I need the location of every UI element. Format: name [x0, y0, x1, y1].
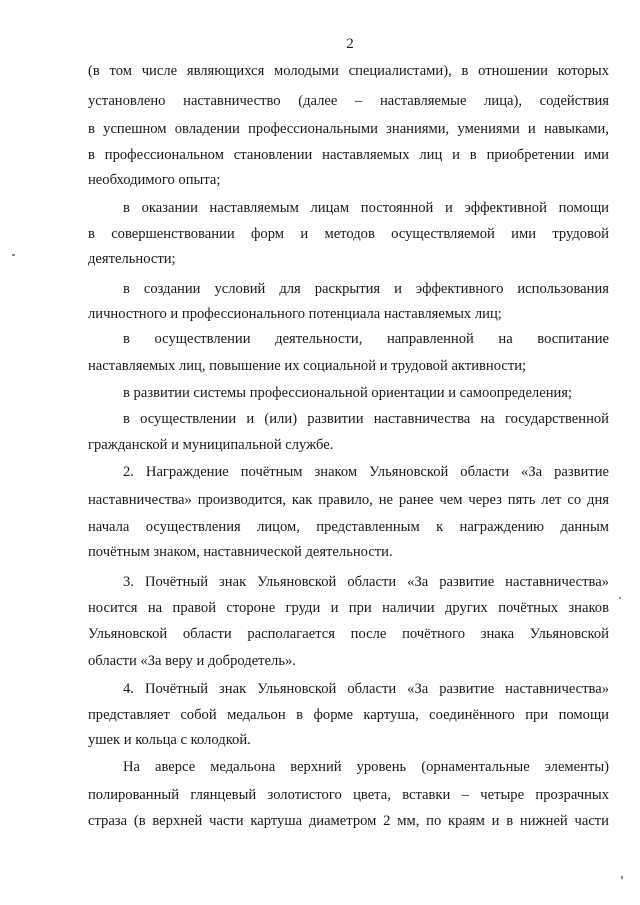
text-line: полированный глянцевый золотистого цвета, вставки – четыре прозрачных: [88, 787, 609, 803]
text-line: деятельности;: [88, 251, 176, 267]
text-line: области «За веру и добродетель».: [88, 653, 296, 669]
text-line: в осуществлении и (или) развитии наставничества на государственной: [123, 411, 609, 427]
text-line: 3. Почётный знак Ульяновской области «За развитие наставничества»: [123, 574, 609, 590]
text-line: На аверсе медальона верхний уровень (орнаментальные элементы): [123, 759, 609, 775]
text-line: почётным знаком, наставнической деятельности.: [88, 544, 393, 560]
text-line: носится на правой стороне груди и при наличии других почётных знаков: [88, 600, 609, 616]
text-line: 4. Почётный знак Ульяновской области «За развитие наставничества»: [123, 681, 609, 697]
text-line: страза (в верхней части картуша диаметром 2 мм, по краям и в нижней части: [88, 813, 609, 829]
text-line: наставляемых лиц, повышение их социальной и трудовой активности;: [88, 358, 527, 374]
text-line: необходимого опыта;: [88, 172, 221, 188]
scan-speck: [621, 876, 623, 879]
text-line: наставничества» производится, как правило, не ранее чем через пять лет со дня: [88, 492, 609, 508]
scan-speck: [12, 254, 15, 256]
text-line: в профессиональном становлении наставляемых лиц и в приобретении ими: [88, 147, 609, 163]
text-line: в оказании наставляемым лицам постоянной и эффективной помощи: [123, 200, 609, 216]
page-number: 2: [346, 36, 354, 52]
text-line: в развитии системы профессиональной ориентации и самоопределения;: [123, 385, 573, 401]
text-line: в осуществлении деятельности, направленной на воспитание: [123, 331, 609, 347]
text-line: (в том числе являющихся молодыми специалистами), в отношении которых: [88, 63, 609, 79]
text-line: Ульяновской области располагается после почётного знака Ульяновской: [88, 626, 609, 642]
text-line: гражданской и муниципальной службе.: [88, 437, 334, 453]
text-line: представляет собой медальон в форме картуша, соединённого при помощи: [88, 707, 609, 723]
text-line: ушек и кольца с колодкой.: [88, 732, 251, 748]
text-line: в совершенствовании форм и методов осуществляемой ими трудовой: [88, 226, 609, 242]
text-line: в создании условий для раскрытия и эффективного использования: [123, 281, 609, 297]
text-line: личностного и профессионального потенциала наставляемых лиц;: [88, 306, 502, 322]
text-line: в успешном овладении профессиональными знаниями, умениями и навыками,: [88, 121, 609, 137]
text-line: 2. Награждение почётным знаком Ульяновской области «За развитие: [123, 464, 609, 480]
text-line: начала осуществления лицом, представленным к награждению данным: [88, 519, 609, 535]
scan-speck: [619, 597, 621, 599]
text-line: установлено наставничество (далее – наставляемые лица), содействия: [88, 93, 609, 109]
